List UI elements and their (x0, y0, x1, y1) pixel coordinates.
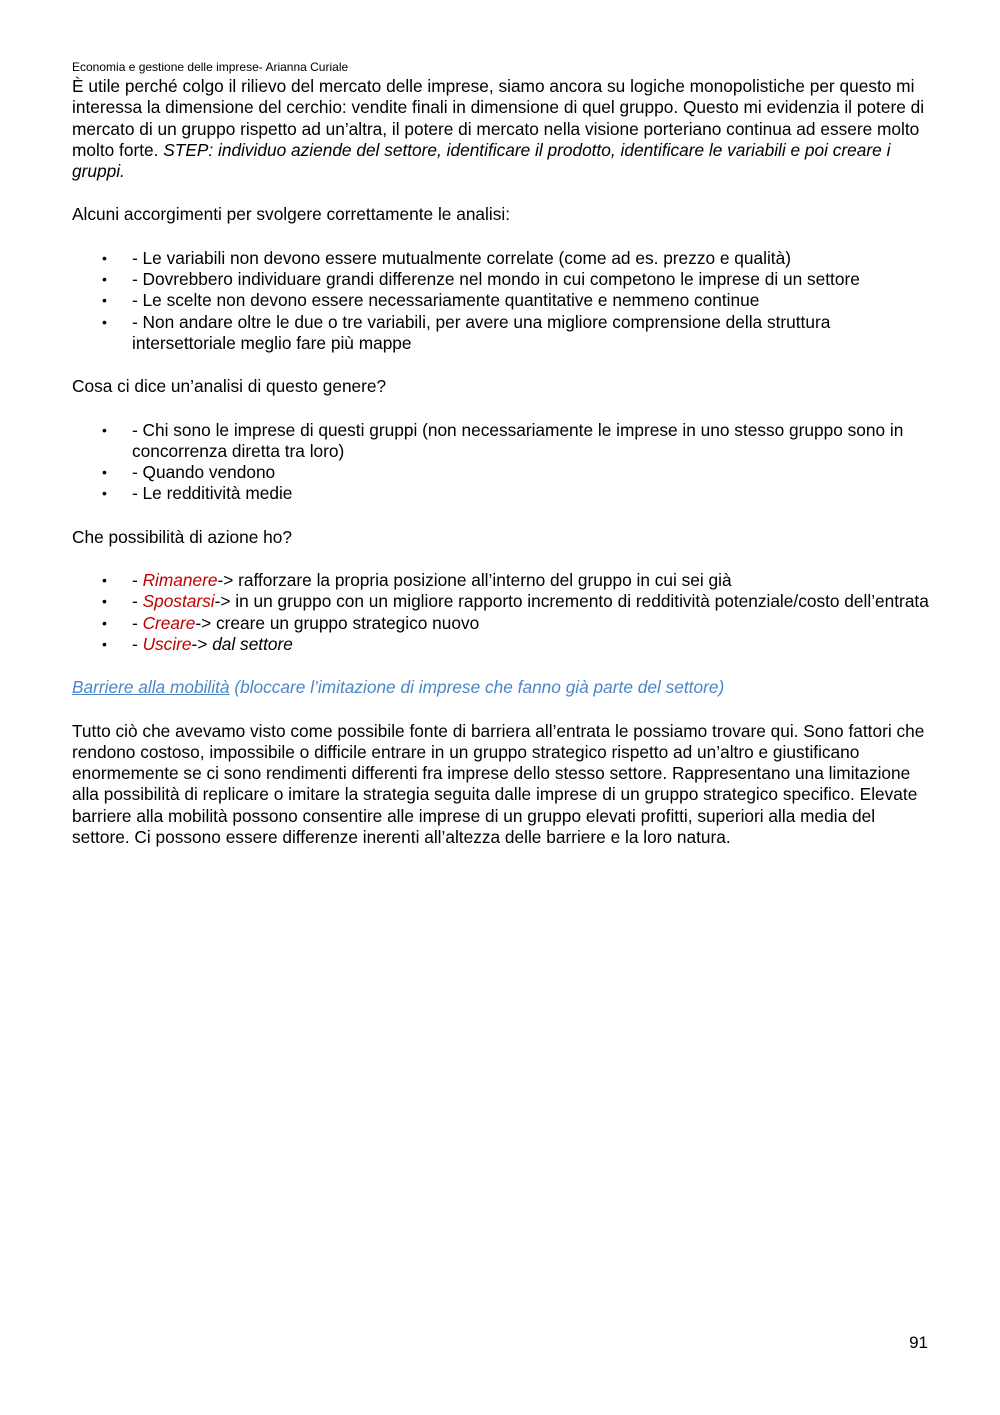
section-heading-barriere (72, 677, 932, 698)
list-item: • - Le scelte non devono essere necessariamente quantitative e nemmeno continue (102, 290, 760, 311)
intro-italic-steps: STEP: individuo aziende del settore, identificare il prodotto, identificare le variabili e poi creare i gruppi. (72, 139, 891, 182)
heading-underlined: Barriere alla mobilità (72, 677, 230, 698)
bullet-icon: • (102, 635, 107, 652)
bullet-icon: • (102, 313, 107, 330)
list-item: • - Uscire-> dal settore (102, 633, 293, 654)
list-item: • - Quando vendono (102, 462, 276, 483)
bullet-icon: • (102, 593, 107, 610)
keyword-spostarsi: Spostarsi (142, 591, 215, 612)
running-header: Economia e gestione delle imprese- Arianna Curiale (72, 60, 349, 74)
bullet-icon: • (102, 292, 107, 309)
list-item: • - Non andare oltre le due o tre variabili, per avere una migliore comprensione della struttura intersettoriale meglio fare più mappe (102, 311, 831, 353)
list-item: • - Le redditività medie (102, 483, 293, 504)
bullet-icon: • (102, 421, 107, 438)
bullet-icon: • (102, 464, 107, 481)
analisi-list (72, 420, 932, 505)
list-item: • - Le variabili non devono essere mutualmente correlate (come ad es. prezzo e qualità) (102, 247, 791, 268)
accorgimenti-list (72, 248, 932, 354)
list-item: • - Chi sono le imprese di questi gruppi (non necessariamente le imprese in uno stesso gruppo sono in concorrenza diretta tra loro) (102, 419, 904, 461)
list-item: • - Rimanere-> rafforzare la propria posizione all’interno del gruppo in cui sei già (102, 570, 732, 591)
bullet-icon: • (102, 271, 107, 288)
intro-paragraph (72, 76, 932, 182)
section-lead-analisi: Cosa ci dice un’analisi di questo genere? (72, 376, 387, 397)
closing-paragraph: Tutto ciò che avevamo visto come possibile fonte di barriera all’entrata le possiamo trovare qui. Sono fattori che rendono costoso, impossibile o difficile entrare in un gruppo strategico rispetto ad un’altro e giustificano enormemente se ci sono rendimenti differenti fra imprese dello stesso settore. Rappresentano una limitazione alla possibilità di replicare o imitare la strategia seguita dalle imprese di un gruppo strategico specifico. Elevate barriere alla mobilità possono consentire alle imprese di un gruppo elevati profitti, superiori alla media del settore. Ci possono essere differenze inerenti all’altezza delle barriere e la loro natura. (72, 720, 925, 848)
section-lead-azione: Che possibilità di azione ho? (72, 526, 292, 547)
intro-text: È utile perché colgo il rilievo del mercato delle imprese, siamo ancora su logiche monopolistiche per questo mi interessa la dimensione del cerchio: vendite finali in dimensione di quel gruppo. Questo mi evidenzia il potere di mercato di un gruppo rispetto ad un’altra, il potere di mercato nella visione porteriano continua ad essere molto molto forte. (72, 76, 925, 160)
page-number: 91 (909, 1333, 928, 1352)
bullet-icon: • (102, 614, 107, 631)
list-item: • - Spostarsi-> in un gruppo con un migliore rapporto incremento di redditività potenziale/costo dell’entrata (102, 591, 929, 612)
section-lead-accorgimenti: Alcuni accorgimenti per svolgere correttamente le analisi: (72, 204, 510, 225)
page-content (72, 76, 932, 848)
keyword-rimanere: Rimanere (142, 570, 218, 591)
keyword-creare: Creare (142, 612, 196, 633)
list-item: • - Creare-> creare un gruppo strategico nuovo (102, 612, 480, 633)
keyword-uscire: Uscire (142, 633, 192, 654)
list-item: • - Dovrebbero individuare grandi differenze nel mondo in cui competono le imprese di un settore (102, 269, 860, 290)
bullet-icon: • (102, 485, 107, 502)
bullet-icon: • (102, 249, 107, 266)
azione-list (72, 570, 932, 655)
bullet-icon: • (102, 572, 107, 589)
heading-subtitle: (bloccare l’imitazione di imprese che fanno già parte del settore) (229, 677, 725, 698)
